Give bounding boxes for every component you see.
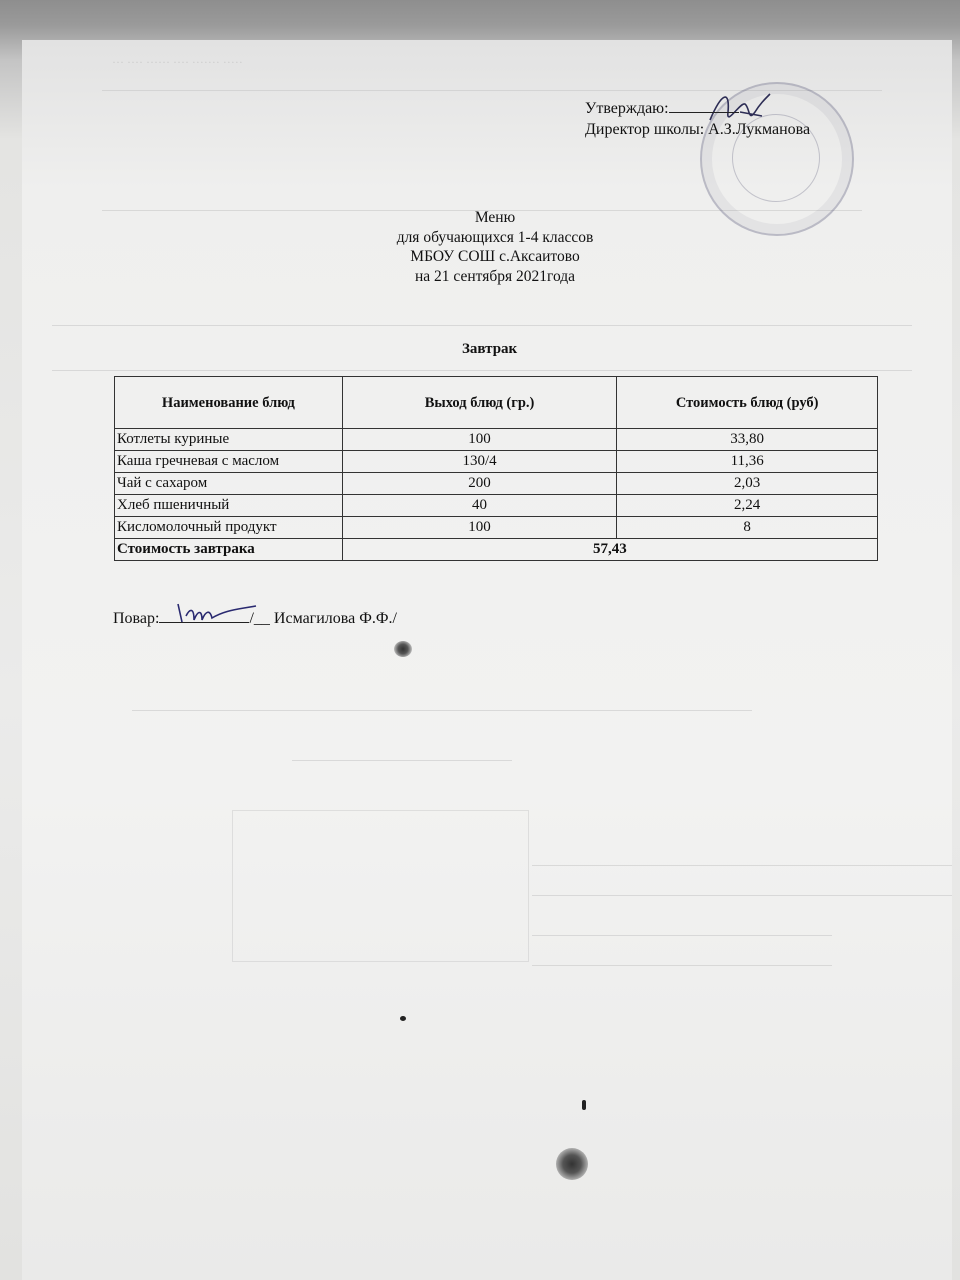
director-name: А.З.Лукманова [708,121,811,138]
table-header-row [115,377,878,429]
total-value: 57,43 [342,539,877,561]
table-row [115,429,878,451]
approval-block [585,98,810,140]
cook-signature-block: Повар: /__ Исмагилова Ф.Ф./ [113,610,397,627]
bleed-through-box [232,810,529,962]
dish-name: Каша гречневая с маслом [115,451,343,473]
column-header-yield: Выход блюд (гр.) [342,377,617,429]
table-row [115,473,878,495]
meal-title: Завтрак [462,341,518,357]
bleed-through-line [532,895,952,896]
dish-yield: 100 [342,517,617,539]
dish-price: 2,03 [617,473,878,495]
dish-name: Хлеб пшеничный [115,495,343,517]
column-header-price: Стоимость блюд (руб) [617,377,878,429]
total-label: Стоимость завтрака [115,539,343,561]
table-row [115,495,878,517]
dish-price: 33,80 [617,429,878,451]
dish-name: Чай с сахаром [115,473,343,495]
ink-dot [400,1016,406,1021]
ink-blot [556,1148,588,1180]
cook-label: Повар: [113,610,160,627]
column-header-dish: Наименование блюд [115,377,343,429]
table-row [115,517,878,539]
ink-dot [582,1100,586,1110]
cook-name: Исмагилова Ф.Ф./ [273,610,397,627]
dish-yield: 130/4 [342,451,617,473]
title-line-1: Меню [474,209,516,226]
title-line-3: МБОУ СОШ с.Аксаитово [410,248,580,265]
bleed-through-line [132,710,752,711]
dish-price: 8 [617,517,878,539]
dish-price: 11,36 [617,451,878,473]
table-row [115,451,878,473]
bleed-through-line [532,935,832,936]
approve-label: Утверждаю: [585,100,669,117]
dish-yield: 40 [342,495,617,517]
bleed-through-line [532,965,832,966]
dish-yield: 100 [342,429,617,451]
bleed-through-line [52,370,912,371]
dish-name: Кисломолочный продукт [115,517,343,539]
bleed-through-text: ··· ···· ······ ···· ······· ····· [112,55,243,69]
total-row [115,539,878,561]
title-line-4: на 21 сентября 2021года [414,267,576,285]
document-title [330,208,660,286]
title-line-2: для обучающихся 1-4 классов [396,228,594,246]
ink-blot [394,641,412,657]
director-label: Директор школы: [585,121,705,138]
bleed-through-line [52,325,912,326]
dish-name: Котлеты куриные [115,429,343,451]
dish-yield: 200 [342,473,617,495]
menu-table [114,376,878,561]
bleed-through-line [532,865,952,866]
dish-price: 2,24 [617,495,878,517]
cook-signature [172,598,267,628]
bleed-through-line [292,760,512,761]
approve-signature-line [669,100,739,113]
